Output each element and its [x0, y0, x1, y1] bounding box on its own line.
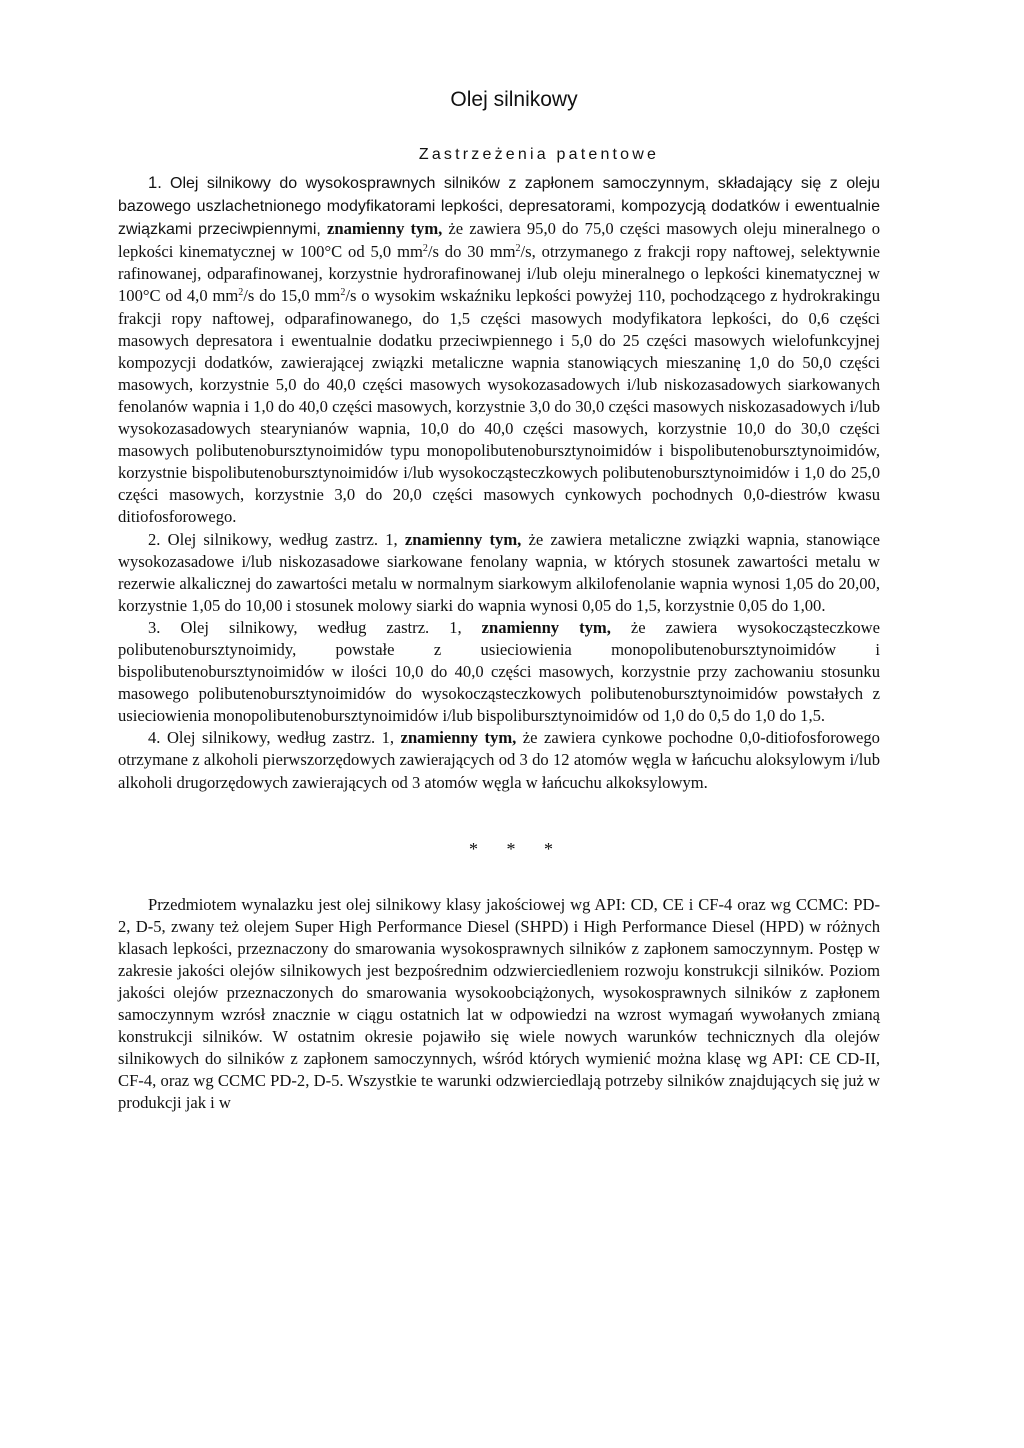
- claim-characterizing-phrase: znamienny tym,: [481, 617, 611, 637]
- claim-characterizing-phrase: znamienny tym,: [326, 219, 443, 239]
- claim-text: że zawiera wysokocząsteczkowe polibutenobursztynoimidy, powstałe z usieciowienia monopolibutenobursztynoimidów i bispolibutenobursztynoimidów w ilości 10,0 do 40,0 części masowych, korzystnie przy zachowaniu stosunku masowego polibutenobursztynoimidów do wysokocząsteczkowych polibutenobursztynoimidów powstałych z usieciowienia monopolibutenobursztynoimidów i/lub bispolibursztynoimidów od 1,0 do 0,5 do 1,0 do 1,5.: [118, 617, 881, 726]
- claim-text: Olej silnikowy do wysokosprawnych silników z zapłonem samoczynnym, składający się z oleju bazowego uszlachetnionego modyfikatorami lepkości, depresatorami, kompozycją dodatków i ewentualnie związkami przeciwpiennymi,: [118, 175, 880, 239]
- claim-number: 2.: [148, 529, 161, 549]
- claim-text: /s do 15,0 mm: [243, 286, 341, 306]
- superscript: 2: [238, 287, 244, 299]
- superscript: 2: [340, 287, 346, 299]
- claims-section: [118, 172, 880, 794]
- superscript: 2: [422, 243, 428, 255]
- claim-number: 3.: [148, 617, 161, 637]
- patent-page: [118, 88, 880, 1115]
- description-paragraph: Przedmiotem wynalazku jest olej silnikowy klasy jakościowej wg API: CD, CE i CF-4 oraz wg CCMC: PD-2, D-5, zwany też olejem Super High Performance Diesel (SHPD) i High Performance Diesel (HPD) w różnych klasach lepkości, przeznaczony do smarowania wysokosprawnych silników z zapłonem samoczynnym. Postęp w zakresie jakości olejów silnikowych jest bezpośrednim odzwierciedleniem rozwoju konstrukcji silników. Poziom jakości olejów przeznaczonych do smarowania wysokoobciążonych, wysokosprawnych silników z zapłonem samoczynnym wzrósł znacznie w ciągu ostatnich lat w odpowiedzi na wzrost wymagań wywołanych zmianą konstrukcji silników. W ostatnim okresie pojawiło się wiele nowych warunków technicznych dla olejów silnikowych do silników z zapłonem samoczynnych, wśród których wymienić można klasę wg API: CE CD-II, CF-4, oraz wg CCMC PD-2, D-5. Wszystkie te warunki odzwierciedlają potrzeby silników znajdujących się już w produkcji jak i w: [118, 894, 880, 1113]
- document-title: Olej silnikowy: [450, 88, 578, 111]
- description-section: [118, 894, 880, 1115]
- claim-text: że zawiera metaliczne związki wapnia, stanowiące wysokozasadowe i/lub niskozasadowe siarkowane fenolany wapnia, w których stosunek zawartości metalu w rezerwie alkalicznej do zawartości metalu w normalnym siarkowym alkilofenolanie wapnia wynosi 1,05 do 20,00, korzystnie 1,05 do 10,00 i stosunek molowy siarki do wapnia wynosi 0,05 do 1,5, korzystnie 0,05 do 1,00.: [118, 529, 881, 615]
- claims-heading: Zastrzeżenia patentowe: [418, 146, 660, 163]
- claim-text: Olej silnikowy, według zastrz. 1,: [166, 728, 395, 748]
- claim-4: [118, 727, 880, 793]
- claim-text: /s do 30 mm: [427, 242, 516, 262]
- claim-text: Olej silnikowy, według zastrz. 1,: [180, 617, 462, 637]
- claim-1: [118, 172, 880, 529]
- claim-text: /s, otrzymanego z frakcji ropy naftowej, selektywnie rafinowanej, odparafinowanej, korzystnie hydrorafinowanej i/lub oleju mineralnego o lepkości kinematycznej w 100°C od 4,0 mm: [118, 242, 880, 306]
- claim-2: [118, 529, 880, 617]
- claim-text: że zawiera cynkowe pochodne 0,0-ditiofosforowego otrzymane z alkoholi pierwszorzędowych zawierających od 3 do 12 atomów węgla w łańcuchu aloksylowym i/lub alkoholi drugorzędowych zawierających od 3 atomów węgla w łańcuchu alkoksylowym.: [118, 728, 880, 792]
- claim-number: 1.: [148, 173, 162, 192]
- claim-text: że zawiera 95,0 do 75,0 części masowych oleju mineralnego o lepkości kinematycznej w 100°C od 5,0 mm: [118, 219, 881, 262]
- claim-text: Olej silnikowy, według zastrz. 1,: [167, 529, 398, 549]
- claim-characterizing-phrase: znamienny tym,: [400, 728, 517, 748]
- claim-3: [118, 617, 880, 727]
- claim-text: /s o wysokim wskaźniku lepkości powyżej 110, pochodzącego z hydrokrakingu frakcji ropy naftowej, odparafinowanego, do 1,5 części masowych modyfikatora lepkości, do 0,6 części masowych depresatora i ewentualnie dodatku przeciwpiennego i 5,0 do 25 części masowych wielofunkcyjnej kompozycji dodatków, zawierającej związki metaliczne wapnia stanowiących mieszaninę 1,0 do 50,0 części masowych, korzystnie 5,0 do 40,0 części masowych wysokozasadowych i/lub niskozasadowych siarkowanych fenolanów wapnia i 1,0 do 40,0 części masowych, korzystnie 3,0 do 30,0 części masowych niskozasadowych i/lub wysokozasadowych stearynianów wapnia, 10,0 do 40,0 części masowych, korzystnie 10,0 do 30,0 części masowych polibutenobursztynoimidów typu monopolibutenobursztynoimidów i bispolibutenobursztynoimidów, korzystnie bispolibutenobursztynoimidów i/lub wysokocząsteczkowych polibutenobursztynoimidów i 1,0 do 25,0 części masowych, korzystnie 3,0 do 20,0 części masowych cynkowych pochodnych 0,0-diestrów kwasu ditiofosforowego.: [118, 286, 880, 527]
- claim-number: 4.: [148, 728, 161, 748]
- superscript: 2: [515, 243, 521, 255]
- claim-characterizing-phrase: znamienny tym,: [404, 529, 522, 549]
- section-separator: * * *: [469, 838, 565, 859]
